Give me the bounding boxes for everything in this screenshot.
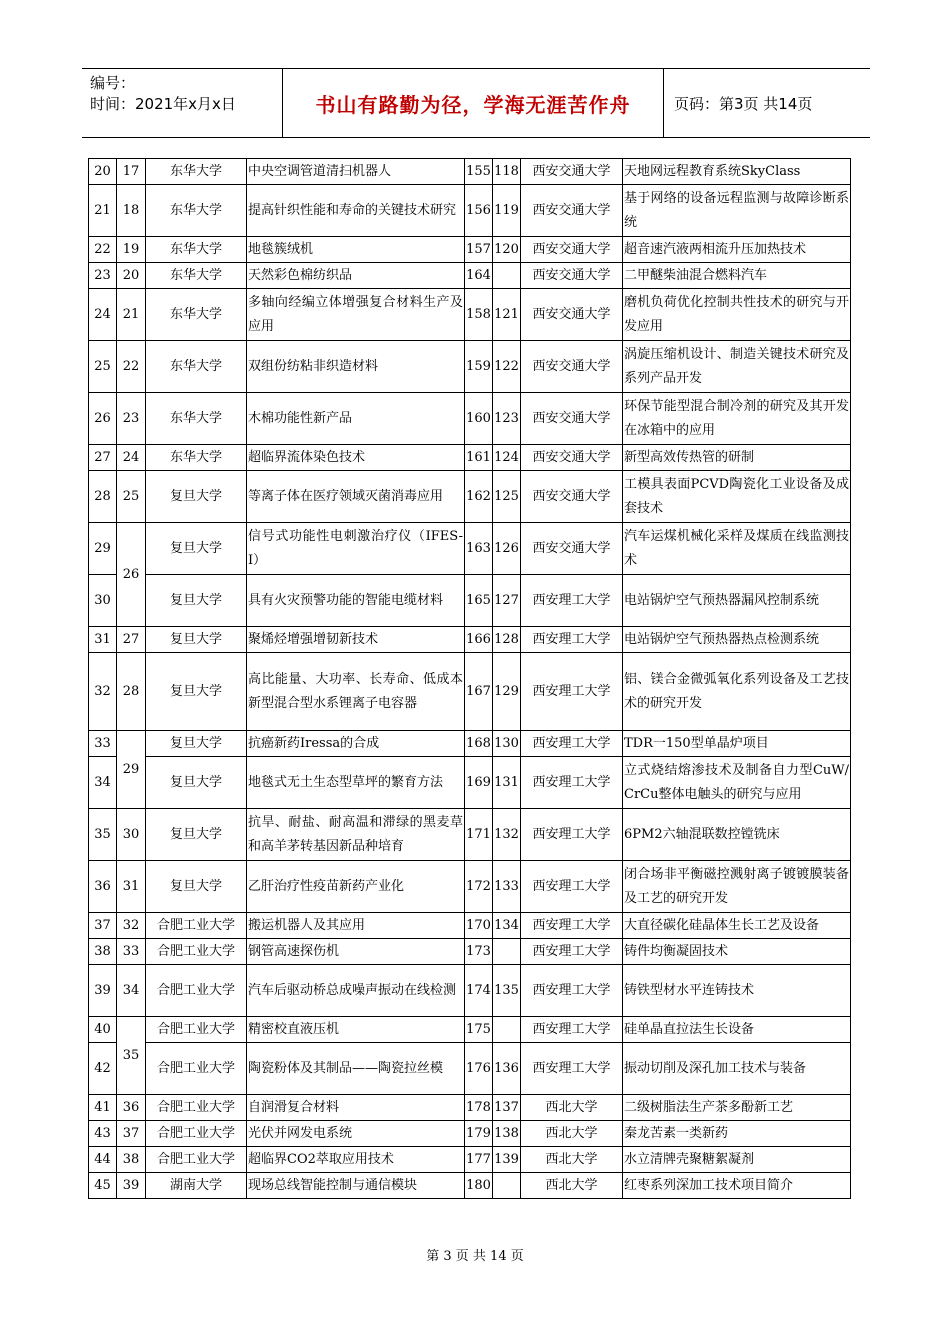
- project-title-cell: 二甲醚柴油混合燃料汽车: [623, 263, 851, 289]
- university-cell: 西安交通大学: [521, 159, 623, 185]
- university-cell: 东华大学: [146, 237, 247, 263]
- project-title-cell: 涡旋压缩机设计、制造关键技术研究及系列产品开发: [623, 341, 851, 393]
- project-title-cell: 汽车后驱动桥总成噪声振动在线检测: [247, 965, 465, 1017]
- row-subindex-cell: [493, 263, 521, 289]
- motto-text: 书山有路勤为径，学海无涯苦作舟: [315, 92, 631, 117]
- project-title-cell: 超音速汽液两相流升压加热技术: [623, 237, 851, 263]
- row-index-cell: 160: [465, 393, 493, 445]
- row-index-cell: 26: [89, 393, 117, 445]
- row-subindex-cell: 119: [493, 185, 521, 237]
- date-label: 时间：2021年x月x日: [90, 95, 236, 113]
- project-title-cell: 铝、镁合金微弧氧化系列设备及工艺技术的研究开发: [623, 653, 851, 731]
- project-title-cell: 磨机负荷优化控制共性技术的研究与开发应用: [623, 289, 851, 341]
- project-title-cell: 红枣系列深加工技术项目简介: [623, 1173, 851, 1199]
- university-cell: 西安理工大学: [521, 653, 623, 731]
- row-index-cell: 155: [465, 159, 493, 185]
- project-title-cell: 陶瓷粉体及其制品——陶瓷拉丝模: [247, 1043, 465, 1095]
- page-number-label: 页码：第3页 共14页: [674, 94, 813, 113]
- table-row: [89, 263, 851, 289]
- row-subindex-cell: 137: [493, 1095, 521, 1121]
- row-subindex-cell: 135: [493, 965, 521, 1017]
- row-index-cell: 20: [89, 159, 117, 185]
- project-title-cell: 水立清牌壳聚糖絮凝剂: [623, 1147, 851, 1173]
- project-title-cell: 硅单晶直拉法生长设备: [623, 1017, 851, 1043]
- row-subindex-cell: 28: [117, 653, 146, 731]
- university-cell: 西安理工大学: [521, 809, 623, 861]
- row-index-cell: 156: [465, 185, 493, 237]
- project-title-cell: 双组份纺粘非织造材料: [247, 341, 465, 393]
- header-motto-cell: [283, 69, 664, 137]
- row-index-cell: 175: [465, 1017, 493, 1043]
- row-subindex-cell: 21: [117, 289, 146, 341]
- university-cell: 西安交通大学: [521, 341, 623, 393]
- row-index-cell: 173: [465, 939, 493, 965]
- university-cell: 复旦大学: [146, 861, 247, 913]
- project-table: [88, 158, 851, 1199]
- university-cell: 西安理工大学: [521, 1043, 623, 1095]
- row-subindex-cell: 121: [493, 289, 521, 341]
- project-title-cell: 大直径碳化硅晶体生长工艺及设备: [623, 913, 851, 939]
- project-title-cell: 抗旱、耐盐、耐高温和滞绿的黑麦草和高羊茅转基因新品种培育: [247, 809, 465, 861]
- row-subindex-cell: 34: [117, 965, 146, 1017]
- row-index-cell: 36: [89, 861, 117, 913]
- row-subindex-cell: 136: [493, 1043, 521, 1095]
- table-row: [89, 1043, 851, 1095]
- project-title-cell: 具有火灾预警功能的智能电缆材料: [247, 575, 465, 627]
- university-cell: 西安理工大学: [521, 757, 623, 809]
- university-cell: 东华大学: [146, 159, 247, 185]
- university-cell: 西北大学: [521, 1147, 623, 1173]
- row-index-cell: 25: [89, 341, 117, 393]
- row-index-cell: 39: [89, 965, 117, 1017]
- university-cell: 西北大学: [521, 1095, 623, 1121]
- row-subindex-cell: [493, 1173, 521, 1199]
- row-index-cell: 162: [465, 471, 493, 523]
- university-cell: 复旦大学: [146, 523, 247, 575]
- university-cell: 复旦大学: [146, 627, 247, 653]
- row-subindex-cell: 120: [493, 237, 521, 263]
- row-subindex-cell: 20: [117, 263, 146, 289]
- row-index-cell: 170: [465, 913, 493, 939]
- university-cell: 西安交通大学: [521, 523, 623, 575]
- university-cell: 西安理工大学: [521, 731, 623, 757]
- row-subindex-cell: 31: [117, 861, 146, 913]
- table-row: [89, 1095, 851, 1121]
- table-row: [89, 861, 851, 913]
- row-subindex-cell: 139: [493, 1147, 521, 1173]
- row-index-cell: 30: [89, 575, 117, 627]
- university-cell: 东华大学: [146, 393, 247, 445]
- table-row: [89, 575, 851, 627]
- row-subindex-cell: 124: [493, 445, 521, 471]
- page-footer: 第 3 页 共 14 页: [426, 1249, 524, 1264]
- university-cell: 西北大学: [521, 1173, 623, 1199]
- table-row: [89, 289, 851, 341]
- row-subindex-cell: 122: [493, 341, 521, 393]
- row-index-cell: 38: [89, 939, 117, 965]
- project-title-cell: 地毯式无土生态型草坪的繁育方法: [247, 757, 465, 809]
- project-title-cell: 天然彩色棉纺织品: [247, 263, 465, 289]
- project-title-cell: 电站锅炉空气预热器漏风控制系统: [623, 575, 851, 627]
- university-cell: 西安理工大学: [521, 913, 623, 939]
- row-subindex-cell: 27: [117, 627, 146, 653]
- row-index-cell: 29: [89, 523, 117, 575]
- table-row: [89, 913, 851, 939]
- row-index-cell: 33: [89, 731, 117, 757]
- row-subindex-cell: 25: [117, 471, 146, 523]
- row-subindex-cell: 133: [493, 861, 521, 913]
- row-index-cell: 22: [89, 237, 117, 263]
- university-cell: 合肥工业大学: [146, 1043, 247, 1095]
- row-index-cell: 45: [89, 1173, 117, 1199]
- table-row: [89, 809, 851, 861]
- project-title-cell: 立式烧结熔渗技术及制备自力型CuW/CrCu整体电触头的研究与应用: [623, 757, 851, 809]
- project-title-cell: 二级树脂法生产茶多酚新工艺: [623, 1095, 851, 1121]
- row-index-cell: 42: [89, 1043, 117, 1095]
- table-row: [89, 627, 851, 653]
- table-row: [89, 471, 851, 523]
- row-subindex-cell: 32: [117, 913, 146, 939]
- row-subindex-cell: 129: [493, 653, 521, 731]
- university-cell: 合肥工业大学: [146, 1121, 247, 1147]
- project-title-cell: 6PM2六轴混联数控镗铣床: [623, 809, 851, 861]
- project-title-cell: 抗癌新药Iressa的合成: [247, 731, 465, 757]
- row-index-cell: 159: [465, 341, 493, 393]
- header-page-cell: [664, 69, 870, 137]
- row-subindex-cell: 19: [117, 237, 146, 263]
- project-title-cell: 铸铁型材水平连铸技术: [623, 965, 851, 1017]
- university-cell: 复旦大学: [146, 575, 247, 627]
- university-cell: 东华大学: [146, 263, 247, 289]
- row-index-cell: 168: [465, 731, 493, 757]
- table-row: [89, 237, 851, 263]
- university-cell: 合肥工业大学: [146, 1095, 247, 1121]
- project-title-cell: 中央空调管道清扫机器人: [247, 159, 465, 185]
- project-title-cell: 聚烯烃增强增韧新技术: [247, 627, 465, 653]
- university-cell: 西安理工大学: [521, 1017, 623, 1043]
- project-title-cell: 新型高效传热管的研制: [623, 445, 851, 471]
- row-index-cell: 169: [465, 757, 493, 809]
- university-cell: 合肥工业大学: [146, 965, 247, 1017]
- row-index-cell: 34: [89, 757, 117, 809]
- table-row: [89, 653, 851, 731]
- row-subindex-cell: 128: [493, 627, 521, 653]
- project-title-cell: 铸件均衡凝固技术: [623, 939, 851, 965]
- project-title-cell: 闭合场非平衡磁控溅射离子镀镀膜装备及工艺的研究开发: [623, 861, 851, 913]
- row-index-cell: 41: [89, 1095, 117, 1121]
- university-cell: 东华大学: [146, 445, 247, 471]
- row-subindex-cell: 22: [117, 341, 146, 393]
- row-subindex-cell: 126: [493, 523, 521, 575]
- row-index-cell: 31: [89, 627, 117, 653]
- table-row: [89, 341, 851, 393]
- project-title-cell: 信号式功能性电刺激治疗仪（IFES-I）: [247, 523, 465, 575]
- page-header: [82, 68, 870, 138]
- table-row: [89, 1121, 851, 1147]
- university-cell: 西安理工大学: [521, 939, 623, 965]
- project-title-cell: 地毯簇绒机: [247, 237, 465, 263]
- row-index-cell: 157: [465, 237, 493, 263]
- row-index-cell: 35: [89, 809, 117, 861]
- project-title-cell: 提高针织性能和寿命的关键技术研究: [247, 185, 465, 237]
- project-title-cell: 秦龙苦素一类新药: [623, 1121, 851, 1147]
- table-row: [89, 1173, 851, 1199]
- university-cell: 合肥工业大学: [146, 939, 247, 965]
- row-subindex-cell: 39: [117, 1173, 146, 1199]
- university-cell: 西安交通大学: [521, 393, 623, 445]
- university-cell: 湖南大学: [146, 1173, 247, 1199]
- university-cell: 西安交通大学: [521, 471, 623, 523]
- university-cell: 东华大学: [146, 341, 247, 393]
- row-subindex-cell: 36: [117, 1095, 146, 1121]
- project-title-cell: 等离子体在医疗领域灭菌消毒应用: [247, 471, 465, 523]
- row-subindex-cell: 18: [117, 185, 146, 237]
- university-cell: 西安交通大学: [521, 263, 623, 289]
- row-index-cell: 44: [89, 1147, 117, 1173]
- project-title-cell: 精密校直液压机: [247, 1017, 465, 1043]
- row-subindex-cell: 118: [493, 159, 521, 185]
- university-cell: 西安交通大学: [521, 445, 623, 471]
- university-cell: 复旦大学: [146, 653, 247, 731]
- row-subindex-cell: 131: [493, 757, 521, 809]
- university-cell: 西安交通大学: [521, 185, 623, 237]
- university-cell: 复旦大学: [146, 757, 247, 809]
- row-subindex-cell: [493, 1017, 521, 1043]
- university-cell: 合肥工业大学: [146, 913, 247, 939]
- row-index-cell: 174: [465, 965, 493, 1017]
- row-subindex-cell: [493, 939, 521, 965]
- row-subindex-cell: 125: [493, 471, 521, 523]
- row-index-cell: 158: [465, 289, 493, 341]
- university-cell: 西安理工大学: [521, 627, 623, 653]
- row-index-cell: 166: [465, 627, 493, 653]
- row-index-cell: 24: [89, 289, 117, 341]
- project-title-cell: 多轴向经编立体增强复合材料生产及应用: [247, 289, 465, 341]
- row-index-cell: 165: [465, 575, 493, 627]
- row-index-cell: 171: [465, 809, 493, 861]
- table-row: [89, 159, 851, 185]
- row-subindex-cell: 134: [493, 913, 521, 939]
- project-title-cell: 搬运机器人及其应用: [247, 913, 465, 939]
- row-subindex-cell: 123: [493, 393, 521, 445]
- project-title-cell: 光伏并网发电系统: [247, 1121, 465, 1147]
- project-title-cell: 乙肝治疗性疫苗新药产业化: [247, 861, 465, 913]
- university-cell: 西安交通大学: [521, 289, 623, 341]
- project-title-cell: 基于网络的设备远程监测与故障诊断系统: [623, 185, 851, 237]
- row-subindex-cell: 23: [117, 393, 146, 445]
- row-index-cell: 23: [89, 263, 117, 289]
- project-title-cell: 高比能量、大功率、长寿命、低成本新型混合型水系锂离子电容器: [247, 653, 465, 731]
- university-cell: 西安理工大学: [521, 575, 623, 627]
- project-title-cell: 超临界流体染色技术: [247, 445, 465, 471]
- row-subindex-cell: 127: [493, 575, 521, 627]
- university-cell: 西安理工大学: [521, 965, 623, 1017]
- table-row: [89, 185, 851, 237]
- row-index-cell: 40: [89, 1017, 117, 1043]
- row-index-cell: 161: [465, 445, 493, 471]
- university-cell: 西北大学: [521, 1121, 623, 1147]
- project-table-body: [89, 159, 851, 1199]
- university-cell: 西安交通大学: [521, 237, 623, 263]
- row-index-cell: 43: [89, 1121, 117, 1147]
- row-subindex-cell: 33: [117, 939, 146, 965]
- row-subindex-cell: 29: [117, 731, 146, 809]
- university-cell: 复旦大学: [146, 809, 247, 861]
- table-row: [89, 445, 851, 471]
- row-index-cell: 172: [465, 861, 493, 913]
- university-cell: 复旦大学: [146, 471, 247, 523]
- project-title-cell: 环保节能型混合制冷剂的研究及其开发在冰箱中的应用: [623, 393, 851, 445]
- row-subindex-cell: 24: [117, 445, 146, 471]
- row-subindex-cell: 35: [117, 1017, 146, 1095]
- project-title-cell: 自润滑复合材料: [247, 1095, 465, 1121]
- row-subindex-cell: 38: [117, 1147, 146, 1173]
- row-index-cell: 180: [465, 1173, 493, 1199]
- row-index-cell: 28: [89, 471, 117, 523]
- row-index-cell: 178: [465, 1095, 493, 1121]
- row-index-cell: 27: [89, 445, 117, 471]
- table-row: [89, 731, 851, 757]
- project-title-cell: 工模具表面PCVD陶瓷化工业设备及成套技术: [623, 471, 851, 523]
- row-subindex-cell: 37: [117, 1121, 146, 1147]
- row-index-cell: 177: [465, 1147, 493, 1173]
- row-subindex-cell: 17: [117, 159, 146, 185]
- table-row: [89, 939, 851, 965]
- project-title-cell: 现场总线智能控制与通信模块: [247, 1173, 465, 1199]
- row-index-cell: 176: [465, 1043, 493, 1095]
- project-title-cell: 超临界CO2萃取应用技术: [247, 1147, 465, 1173]
- table-row: [89, 1147, 851, 1173]
- university-cell: 合肥工业大学: [146, 1147, 247, 1173]
- university-cell: 合肥工业大学: [146, 1017, 247, 1043]
- row-subindex-cell: 30: [117, 809, 146, 861]
- table-row: [89, 393, 851, 445]
- table-row: [89, 1017, 851, 1043]
- number-label: 编号：: [90, 74, 136, 92]
- row-subindex-cell: 130: [493, 731, 521, 757]
- project-title-cell: 木棉功能性新产品: [247, 393, 465, 445]
- row-subindex-cell: 26: [117, 523, 146, 627]
- row-index-cell: 163: [465, 523, 493, 575]
- row-subindex-cell: 138: [493, 1121, 521, 1147]
- row-index-cell: 167: [465, 653, 493, 731]
- project-title-cell: 电站锅炉空气预热器热点检测系统: [623, 627, 851, 653]
- university-cell: 西安理工大学: [521, 861, 623, 913]
- row-subindex-cell: 132: [493, 809, 521, 861]
- row-index-cell: 179: [465, 1121, 493, 1147]
- project-title-cell: 钢管高速探伤机: [247, 939, 465, 965]
- table-row: [89, 965, 851, 1017]
- row-index-cell: 21: [89, 185, 117, 237]
- project-title-cell: 振动切削及深孔加工技术与装备: [623, 1043, 851, 1095]
- university-cell: 复旦大学: [146, 731, 247, 757]
- university-cell: 东华大学: [146, 185, 247, 237]
- table-row: [89, 757, 851, 809]
- project-title-cell: 天地网远程教育系统SkyClass: [623, 159, 851, 185]
- project-title-cell: 汽车运煤机械化采样及煤质在线监测技术: [623, 523, 851, 575]
- row-index-cell: 37: [89, 913, 117, 939]
- project-title-cell: TDR一150型单晶炉项目: [623, 731, 851, 757]
- university-cell: 东华大学: [146, 289, 247, 341]
- row-index-cell: 32: [89, 653, 117, 731]
- row-index-cell: 164: [465, 263, 493, 289]
- table-row: [89, 523, 851, 575]
- header-meta-cell: [82, 69, 283, 137]
